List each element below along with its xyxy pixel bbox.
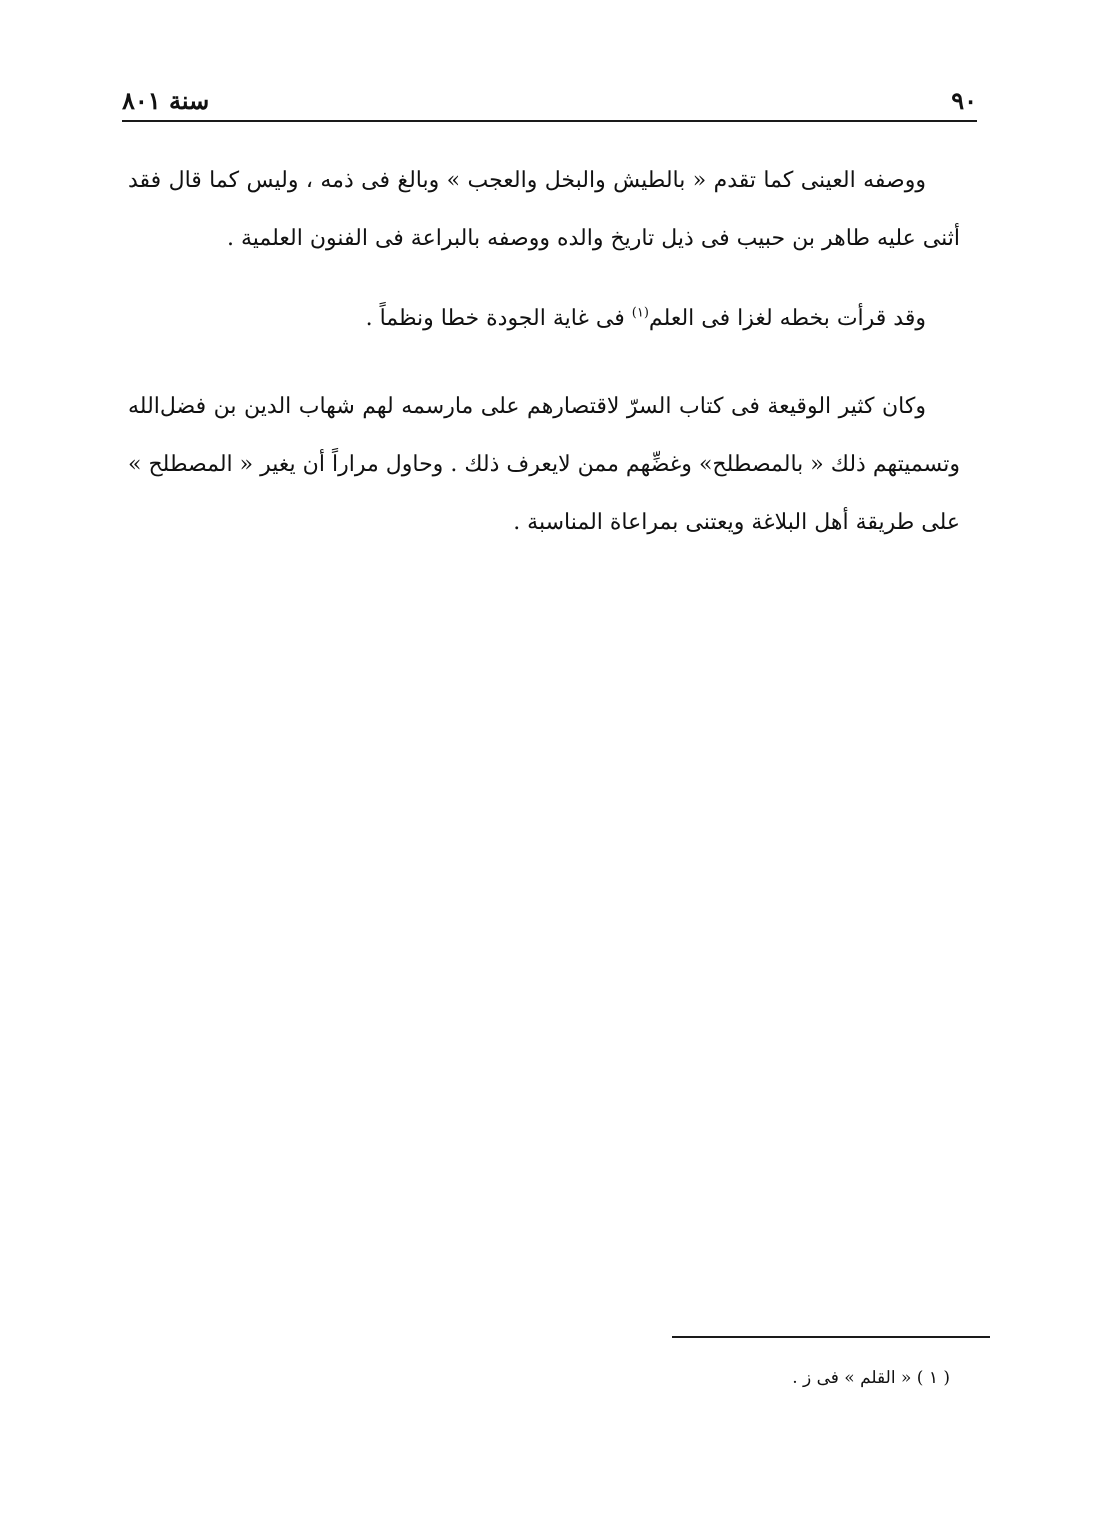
paragraph-3: وكان كثير الوقيعة فى كتاب السرّ لاقتصارهم على مارسمه لهم شهاب الدين بن فضل‌الله وتسميتهم ذلك « بالمصطلح» وغضِّهم ممن لايعرف ذلك . وحاول مراراً أن يغير « المصطلح » على طريقة أهل البلاغة ويعتنى بمراعاة المناسبة . xyxy=(128,394,960,535)
footnote-reference[interactable]: (١) xyxy=(631,305,649,321)
footnote-1: ( ١ ) « القلم » فى ز . xyxy=(792,1368,950,1388)
page-header xyxy=(122,80,977,122)
paragraph-2 xyxy=(128,290,960,348)
body-text xyxy=(128,152,960,574)
paragraph-2-continuation: فى غاية الجودة خطا ونظماً . xyxy=(365,306,632,331)
running-head: سنة ٨٠١ xyxy=(122,86,210,115)
paragraph-1: ووصفه العينى كما تقدم « بالطيش والبخل والعجب » وبالغ فى ذمه ، وليس كما قال فقد أثنى عليه طاهر بن حبيب فى ذيل تاريخ والده ووصفه بالبراعة فى الفنون العلمية . xyxy=(128,168,960,251)
footnote-rule xyxy=(672,1336,990,1338)
paragraph-2-text: وقد قرأت بخطه لغزا فى العلم xyxy=(648,306,926,331)
page-number: ٩٠ xyxy=(951,86,977,115)
header-rule xyxy=(122,120,977,122)
